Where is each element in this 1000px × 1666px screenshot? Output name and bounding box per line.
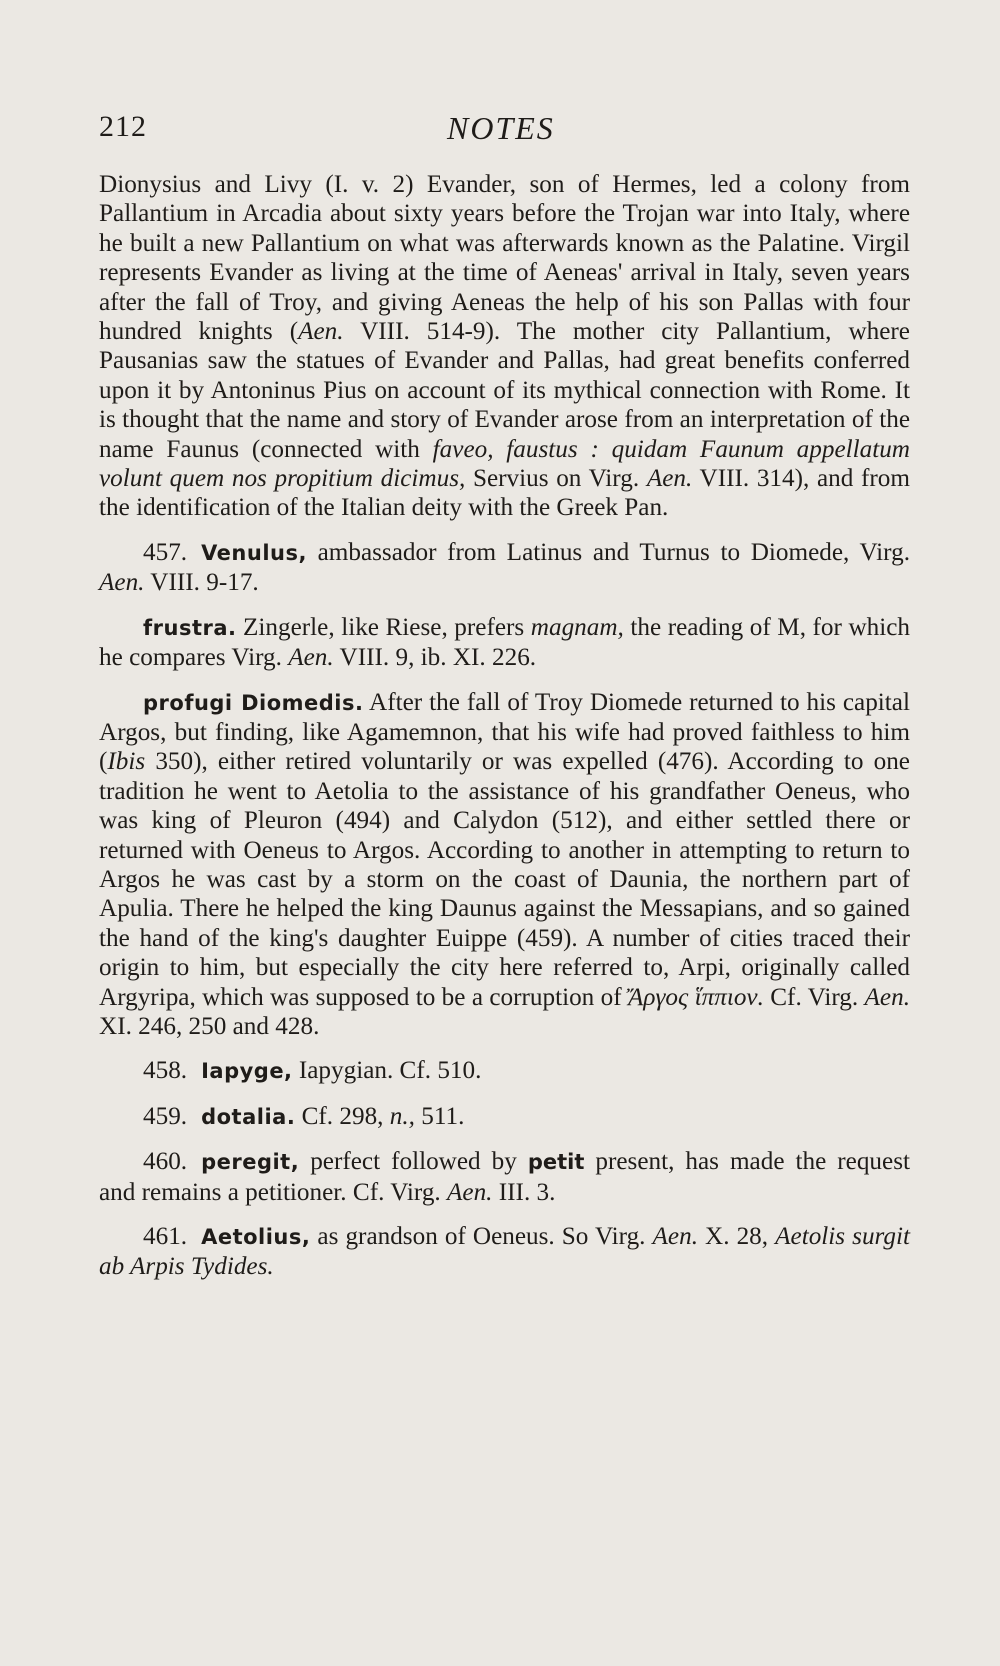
note-text: the reading of M, for which he compares Virg. bbox=[99, 613, 910, 672]
note-text: Zingerle, like Riese, prefers bbox=[236, 613, 531, 641]
note-aen-ref: Aen. bbox=[288, 644, 334, 672]
note-461 bbox=[99, 1222, 910, 1282]
intro-text-4: VIII. 314), and from the identification of the Italian deity with the Greek Pan. bbox=[99, 465, 910, 522]
note-lemma: dotalia. bbox=[201, 1104, 296, 1129]
note-number: 457. bbox=[143, 538, 188, 566]
note-latin-word: magnam, bbox=[530, 613, 624, 641]
page-body bbox=[99, 170, 910, 1282]
intro-paragraph bbox=[99, 170, 910, 523]
note-text: After the fall of Troy Diomede returned to his capital Argos, but finding, like Agamemnon, that his wife had proved faithless to him ( bbox=[99, 688, 910, 776]
note-text: as grandson of Oeneus. So Virg. bbox=[310, 1223, 653, 1250]
note-text: Cf. Virg. bbox=[763, 983, 865, 1011]
note-aen-ref: Aen. bbox=[652, 1223, 698, 1250]
note-latin-quote: Aetolis surgit ab Arpis Tydides. bbox=[99, 1223, 910, 1281]
note-457 bbox=[99, 538, 910, 598]
note-lemma: peregit, bbox=[201, 1150, 300, 1175]
note-460 bbox=[99, 1147, 910, 1207]
note-text: X. 28, bbox=[698, 1223, 776, 1250]
note-lemma: frustra. bbox=[143, 615, 237, 640]
note-lemma: Venulus, bbox=[201, 540, 307, 565]
running-head: NOTES bbox=[447, 110, 555, 146]
note-number: 458. bbox=[143, 1057, 188, 1085]
note-text: Iapygian. Cf. 510. bbox=[292, 1057, 482, 1085]
note-aen-ref: Aen. bbox=[447, 1178, 493, 1206]
note-bold-word: petit bbox=[527, 1150, 585, 1175]
note-text: VIII. 9, ib. XI. 226. bbox=[333, 644, 537, 672]
intro-latin-quote: faveo, faustus : quidam Faunum appellatum volunt quem nos propitium dicimus, bbox=[99, 435, 910, 493]
intro-aen-ref-1: Aen. bbox=[298, 318, 344, 346]
note-text: ambassador from Latinus and Turnus to Diomede, Virg. bbox=[306, 538, 910, 566]
note-number: 460. bbox=[143, 1148, 188, 1176]
note-lemma: Aetolius, bbox=[201, 1225, 311, 1249]
note-profugi bbox=[99, 688, 910, 1042]
note-text: 511. bbox=[414, 1102, 465, 1130]
intro-aen-ref-2: Aen. bbox=[646, 465, 693, 493]
intro-text-2: VIII. 514-9). The mother city Pallantium, where Pausanias saw the statues of Evander and Pallas, had great benefits conferred upon it by Antoninus Pius on account of its mythical connection with Rome. It is thought that the name and story of Evander arose from an interpretation of the name Faunus (connected with bbox=[99, 318, 910, 463]
note-text: perfect followed by bbox=[299, 1148, 528, 1176]
note-text: 350), either retired voluntarily or was expelled (476). According to one tradition he went to Aetolia to the assistance of his grandfather Oeneus, who was king of Pleuron (494) and Calydon (512), and either settled there or returned with Oeneus to Argos. According to another in attempting to return to Argos he was cast by a storm on the coast of Daunia, the northern part of Apulia. There he helped the king Daunus against the Messapians, and so gained the hand of the king's daughter Euippe (459). A number of cities traced their origin to him, but especially the city here referred to, Arpi, originally called Argyripa, which was supposed to be a corruption of bbox=[99, 748, 910, 1011]
note-ibis-ref: Ibis bbox=[107, 748, 146, 776]
note-number: 461. bbox=[143, 1223, 188, 1250]
note-aen-ref: Aen. bbox=[864, 983, 910, 1011]
page-number: 212 bbox=[99, 110, 147, 143]
note-text: present, has made the request and remains a petitioner. Cf. Virg. bbox=[99, 1148, 910, 1206]
note-text: III. 3. bbox=[492, 1178, 556, 1206]
note-lemma: profugi Diomedis. bbox=[143, 690, 364, 715]
note-aen-ref: Aen. bbox=[99, 569, 145, 597]
intro-text-3: Servius on Virg. bbox=[465, 465, 647, 493]
note-frustra bbox=[99, 613, 910, 673]
note-text: Cf. 298, bbox=[295, 1102, 390, 1130]
note-458 bbox=[99, 1056, 910, 1086]
page-header bbox=[99, 110, 910, 150]
note-abbrev: n., bbox=[389, 1102, 415, 1130]
note-459 bbox=[99, 1102, 910, 1132]
note-text: XI. 246, 250 and 428. bbox=[99, 1012, 320, 1040]
intro-text-1: Dionysius and Livy (I. v. 2) Evander, son of Hermes, led a colony from Pallantium in Arcadia about sixty years before the Trojan war into Italy, where he built a new Pallantium on what was afterwards known as the Palatine. Virgil represents Evander as living at the time of Aeneas' arrival in Italy, seven years after the fall of Troy, and giving Aeneas the help of his son Pallas with four hundred knights ( bbox=[99, 171, 910, 346]
note-number: 459. bbox=[143, 1102, 188, 1130]
note-text: VIII. 9-17. bbox=[144, 569, 259, 597]
note-lemma: Iapyge, bbox=[201, 1059, 293, 1084]
note-greek-phrase: Ἄργος ἵππιον. bbox=[628, 983, 764, 1011]
